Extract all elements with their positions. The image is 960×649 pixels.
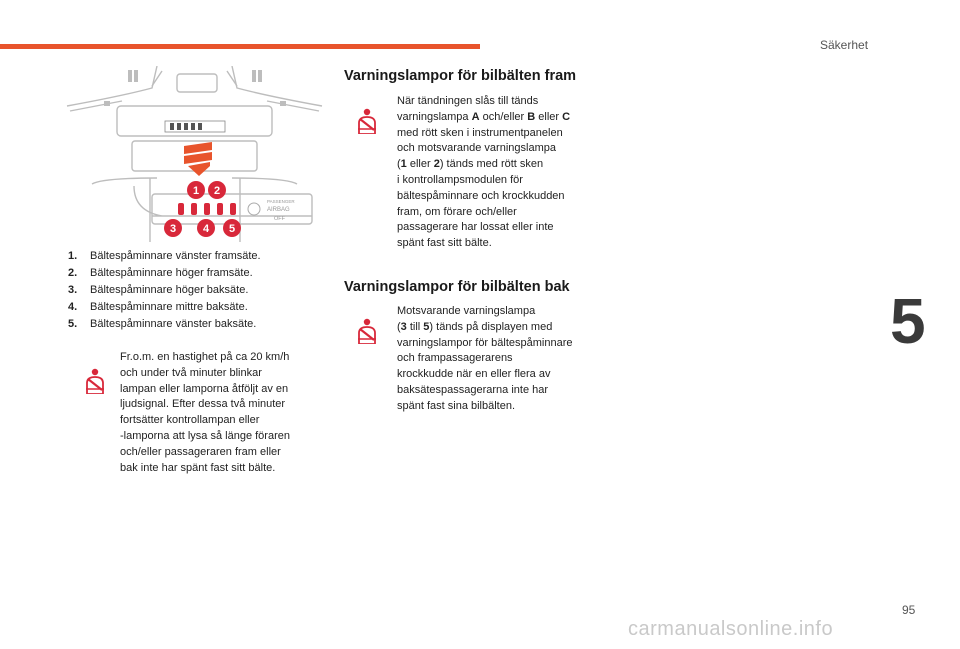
- legend-item: 5. Bältespåminnare vänster baksäte.: [68, 318, 257, 330]
- bold-reference: C: [562, 110, 571, 123]
- marker-4: [197, 219, 215, 237]
- text-line: (3 till 5) tänds på displayen med: [397, 320, 553, 333]
- svg-text:5: 5: [228, 223, 236, 235]
- legend-item: 4. Bältespåminnare mittre baksäte.: [68, 301, 248, 313]
- text-line: När tändningen slås till tänds: [397, 95, 539, 107]
- watermark: carmanualsonline.info: [628, 618, 834, 640]
- rear-seatbelt-heading: Varningslampor för bilbälten bak: [344, 279, 570, 295]
- svg-text:4: 4: [202, 223, 210, 235]
- panel-airbag-label: AIRBAG: [267, 207, 290, 213]
- text-line: varningslampor för bältespåminnare: [397, 336, 573, 349]
- text-line: passagerare har lossat eller inte: [397, 221, 554, 234]
- text-line: och motsvarande varningslampa: [397, 142, 556, 155]
- marker-5: [223, 219, 241, 237]
- rear-seatbelt-text: [397, 304, 572, 415]
- page-number: 95: [902, 603, 916, 617]
- svg-text:1: 1: [192, 185, 200, 197]
- legend-list: [68, 248, 261, 333]
- text-line: spänt fast sitt bälte.: [397, 237, 492, 250]
- text-line: bältespåminnare och krockkudden: [397, 189, 565, 202]
- panel-off-label: OFF: [274, 216, 285, 222]
- section-title: Säkerhet: [820, 38, 869, 52]
- seatbelt-warning-icon: [356, 318, 378, 344]
- text-line: baksätespassagerarna inte har: [397, 383, 549, 396]
- legend-item: 3. Bältespåminnare höger baksäte.: [68, 284, 249, 296]
- marker-1: [187, 181, 205, 199]
- legend-item: 2. Bältespåminnare höger framsäte.: [68, 267, 253, 279]
- svg-text:3: 3: [169, 223, 177, 235]
- text-line: spänt fast sina bilbälten.: [397, 399, 516, 412]
- seatbelt-warning-icon: [356, 108, 378, 134]
- header-accent-bar: [0, 44, 480, 49]
- bold-reference: B: [527, 110, 536, 123]
- text-line: Motsvarande varningslampa: [397, 305, 536, 317]
- bold-reference: 3: [400, 320, 407, 333]
- bold-reference: 1: [400, 158, 407, 171]
- seatbelt-warning-icon: [84, 368, 106, 394]
- text-line: krockkudde när en eller flera av: [397, 368, 551, 381]
- text-line: med rött sken i instrumentpanelen: [397, 126, 563, 139]
- svg-text:2: 2: [213, 185, 221, 197]
- text-line: (1 eller 2) tänds med rött sken: [397, 158, 544, 171]
- front-seatbelt-heading: Varningslampor för bilbälten fram: [344, 68, 577, 84]
- bold-reference: 5: [423, 320, 430, 333]
- front-seatbelt-text: [397, 94, 570, 252]
- panel-passenger-label: PASSENGER: [267, 199, 295, 204]
- bold-reference: 2: [433, 158, 440, 171]
- legend-item: 1. Bältespåminnare vänster framsäte.: [68, 250, 261, 262]
- text-line: och frampassagerarens: [397, 352, 513, 365]
- overhead-console-illustration: [62, 66, 327, 246]
- speed-warning-note: Fr.o.m. en hastighet på ca 20 km/h och under två minuter blinkar lampan eller lamporna åtföljt av en ljudsignal. Efter dessa två minuter fortsätter kontrollampan eller -lamporna att lysa så länge föraren och/eller passageraren fram eller bak inte har spänt fast sitt bälte.: [120, 351, 290, 474]
- text-line: fram, om förare och/eller: [397, 205, 517, 218]
- chapter-number: 5: [890, 285, 926, 357]
- marker-2: [208, 181, 226, 199]
- bold-reference: A: [471, 110, 480, 123]
- marker-3: [164, 219, 182, 237]
- text-line: i kontrollampsmodulen för: [397, 173, 523, 186]
- text-line: varningslampa A och/eller B eller C: [397, 110, 571, 123]
